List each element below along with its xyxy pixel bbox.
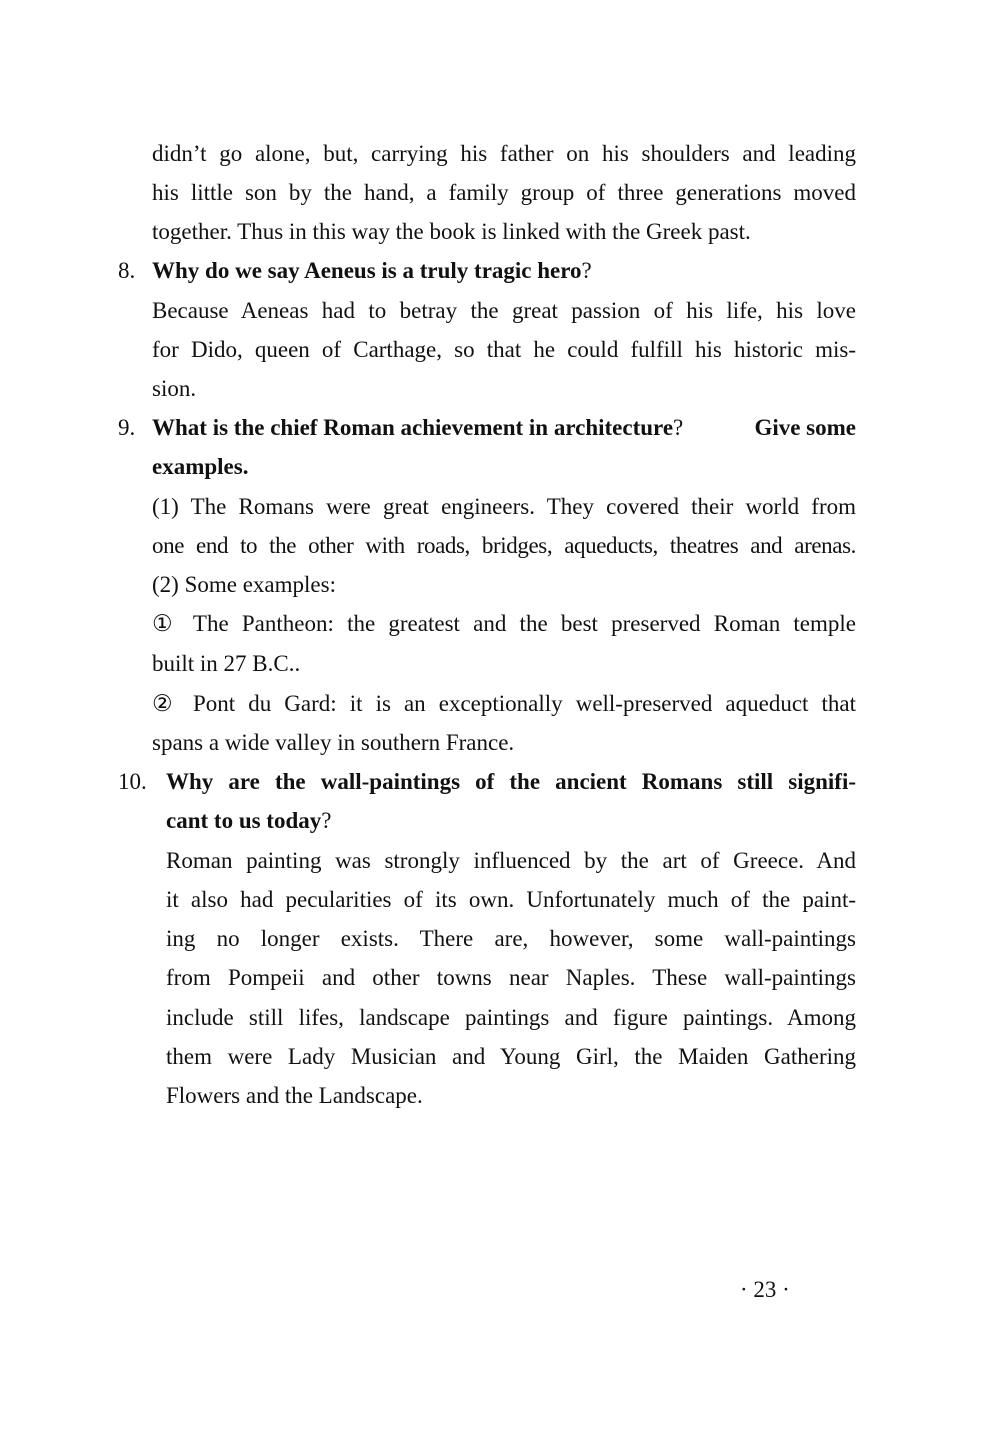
question-text: Why do we say Aeneus is a truly tragic hero xyxy=(152,258,582,283)
answer-line: from Pompeii and other towns near Naples. These wall-paintings xyxy=(166,965,856,990)
question-text: cant to us today xyxy=(166,808,322,833)
question-heading xyxy=(152,251,592,290)
answer-line: ① The Pantheon: the greatest and the best preserved Roman temple xyxy=(152,611,856,636)
paragraph-line: his little son by the hand, a family group of three generations moved xyxy=(152,180,856,205)
answer-line: Flowers and the Landscape. xyxy=(166,1083,423,1108)
answer-line: Because Aeneas had to betray the great passion of his life, his love xyxy=(152,298,856,323)
answer-line: one end to the other with roads, bridges, aqueducts, theatres and arenas. xyxy=(152,533,856,558)
question-mark: ? xyxy=(673,415,684,440)
question-text: examples. xyxy=(152,454,249,479)
answer-line: them were Lady Musician and Young Girl, the Maiden Gathering xyxy=(166,1044,856,1069)
question-mark: ? xyxy=(321,808,332,833)
question-text: Why are the wall-paintings of the ancient Romans still signifi- xyxy=(166,769,856,794)
question-number: 8. xyxy=(118,258,136,283)
paragraph-line: together. Thus in this way the book is linked with the Greek past. xyxy=(152,219,751,244)
question-number: 9. xyxy=(118,415,136,440)
question-heading xyxy=(166,801,331,840)
page-number: · 23 · xyxy=(740,1277,790,1302)
answer-line: ing no longer exists. There are, however, some wall-paintings xyxy=(166,926,856,951)
question-text: Give some xyxy=(754,415,856,440)
question-mark: ? xyxy=(581,258,592,283)
answer-line: spans a wide valley in southern France. xyxy=(152,730,515,755)
answer-line: include still lifes, landscape paintings and figure paintings. Among xyxy=(166,1005,856,1030)
answer-line: Roman painting was strongly influenced by the art of Greece. And xyxy=(166,848,856,873)
answer-line: sion. xyxy=(152,376,197,401)
answer-line: built in 27 B.C.. xyxy=(152,651,301,676)
answer-line: ② Pont du Gard: it is an exceptionally well-preserved aqueduct that xyxy=(152,691,856,716)
answer-line: (1) The Romans were great engineers. They covered their world from xyxy=(152,494,856,519)
answer-line: for Dido, queen of Carthage, so that he could fulfill his historic mis- xyxy=(152,337,856,362)
question-number: 10. xyxy=(118,769,147,794)
paragraph-line: didn’t go alone, but, carrying his father on his shoulders and leading xyxy=(152,141,856,166)
question-text: What is the chief Roman achievement in architecture xyxy=(152,415,674,440)
answer-line: it also had pecularities of its own. Unfortunately much of the paint- xyxy=(166,887,856,912)
answer-line: (2) Some examples: xyxy=(152,572,336,597)
question-heading xyxy=(152,408,856,447)
